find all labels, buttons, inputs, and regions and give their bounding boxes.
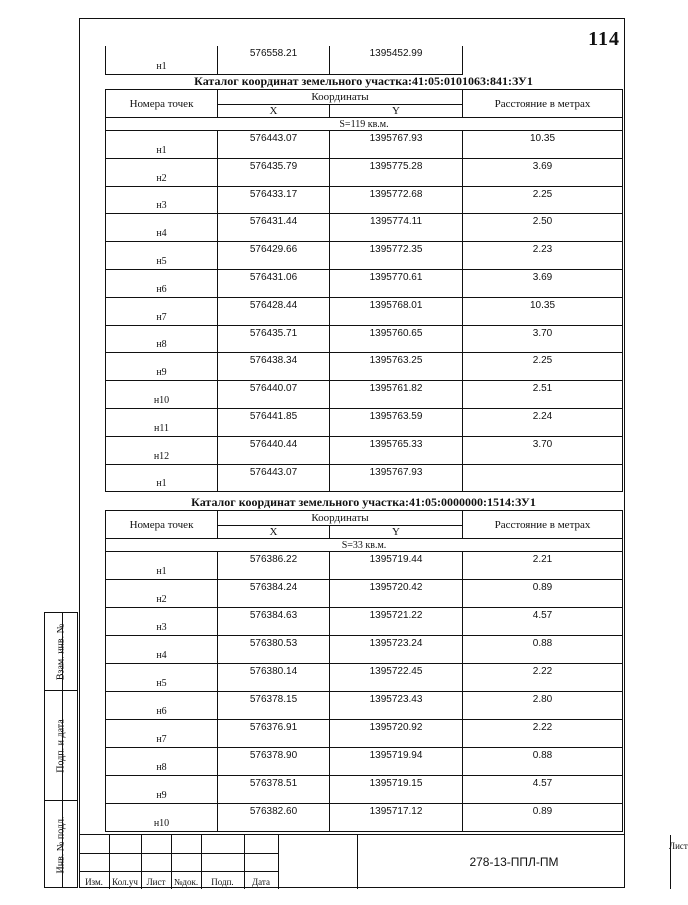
left-stamp-strip — [44, 612, 78, 888]
point-label: н11 — [106, 408, 218, 436]
area-label: S=33 кв.м. — [106, 539, 623, 552]
x-value: 576558.21 — [218, 46, 330, 74]
y-value: 1395719.94 — [330, 748, 463, 776]
y-value: 1395717.12 — [330, 804, 463, 832]
point-label: н1 — [106, 464, 218, 492]
x-value: 576429.66 — [218, 242, 330, 270]
distance-value: 2.22 — [463, 720, 623, 748]
table-row — [106, 408, 623, 436]
distance-value: 3.70 — [463, 436, 623, 464]
y-value: 1395775.28 — [330, 158, 463, 186]
table-row — [106, 186, 623, 214]
revision-grid — [79, 835, 279, 889]
x-value: 576386.22 — [218, 552, 330, 580]
x-value: 576431.06 — [218, 269, 330, 297]
x-value: 576380.14 — [218, 664, 330, 692]
sign-date-label: Подп. и дата — [55, 718, 67, 773]
x-value: 576384.63 — [218, 608, 330, 636]
sheet-label: Лист — [669, 841, 688, 851]
distance-value: 2.25 — [463, 186, 623, 214]
kol-label: Кол.уч — [112, 877, 138, 887]
izm-label: Изм. — [85, 877, 103, 887]
distance-value: 3.70 — [463, 325, 623, 353]
point-label: н3 — [106, 608, 218, 636]
header-coords: Координаты — [218, 511, 463, 526]
point-label: н2 — [106, 580, 218, 608]
y-value: 1395760.65 — [330, 325, 463, 353]
table-row — [106, 214, 623, 242]
catalog1-title: Каталог координат земельного участка:41:05:0101063:841:ЗУ1 — [194, 74, 533, 88]
title-block — [79, 834, 688, 889]
sign-date-cell — [45, 691, 77, 801]
x-value: 576380.53 — [218, 636, 330, 664]
y-value: 1395719.15 — [330, 776, 463, 804]
point-label: н9 — [106, 353, 218, 381]
ndoc-label: №док. — [173, 877, 199, 887]
y-value: 1395720.92 — [330, 720, 463, 748]
header-x: X — [218, 526, 330, 539]
distance-value: 10.35 — [463, 131, 623, 159]
x-value: 576440.44 — [218, 436, 330, 464]
table-row — [106, 325, 623, 353]
table-row — [106, 580, 623, 608]
table-row — [106, 381, 623, 409]
header-distance: Расстояние в метрах — [463, 90, 623, 118]
x-value: 576378.15 — [218, 692, 330, 720]
point-label: н1 — [106, 46, 218, 74]
x-value: 576443.07 — [218, 131, 330, 159]
distance-value: 2.22 — [463, 664, 623, 692]
x-value: 576431.44 — [218, 214, 330, 242]
point-label: н1 — [106, 552, 218, 580]
table-row — [106, 242, 623, 270]
x-value: 576440.07 — [218, 381, 330, 409]
table-row — [106, 131, 623, 159]
area-label: S=119 кв.м. — [106, 118, 623, 131]
distance-value: 0.88 — [463, 636, 623, 664]
table-row — [106, 692, 623, 720]
table-row — [106, 664, 623, 692]
distance-value: 0.89 — [463, 804, 623, 832]
table-row — [106, 636, 623, 664]
point-label: н10 — [106, 381, 218, 409]
distance-value: 3.69 — [463, 158, 623, 186]
x-value: 576435.79 — [218, 158, 330, 186]
y-value: 1395774.11 — [330, 214, 463, 242]
header-x: X — [218, 105, 330, 118]
table-row — [106, 353, 623, 381]
distance-value: 3.69 — [463, 269, 623, 297]
distance-value: 2.25 — [463, 353, 623, 381]
distance-value: 10.35 — [463, 297, 623, 325]
original-inventory-label: Инв. № подл. — [55, 816, 67, 874]
x-value: 576438.34 — [218, 353, 330, 381]
point-label: н7 — [106, 297, 218, 325]
y-value: 1395763.25 — [330, 353, 463, 381]
point-label: н9 — [106, 776, 218, 804]
point-label: н6 — [106, 269, 218, 297]
point-label: н1 — [106, 131, 218, 159]
continuation-row — [105, 46, 463, 75]
x-value: 576378.51 — [218, 776, 330, 804]
distance-value: 2.50 — [463, 214, 623, 242]
distance-value: 4.57 — [463, 776, 623, 804]
point-label: н8 — [106, 325, 218, 353]
y-value: 1395723.24 — [330, 636, 463, 664]
point-label: н5 — [106, 664, 218, 692]
catalog2-table — [105, 510, 623, 832]
distance-value: 2.21 — [463, 552, 623, 580]
table-row — [106, 436, 623, 464]
table-row — [106, 269, 623, 297]
page-number: 114 — [588, 28, 620, 50]
table-row — [106, 158, 623, 186]
distance-value: 0.89 — [463, 580, 623, 608]
x-value: 576376.91 — [218, 720, 330, 748]
point-label: н3 — [106, 186, 218, 214]
table-row — [106, 608, 623, 636]
x-value: 576441.85 — [218, 408, 330, 436]
point-label: н4 — [106, 636, 218, 664]
distance-value — [463, 464, 623, 492]
distance-value: 2.80 — [463, 692, 623, 720]
table-row — [106, 748, 623, 776]
header-points: Номера точек — [106, 511, 218, 539]
x-value: 576384.24 — [218, 580, 330, 608]
point-label: н7 — [106, 720, 218, 748]
y-value: 1395767.93 — [330, 131, 463, 159]
y-value: 1395761.82 — [330, 381, 463, 409]
replace-inventory-cell — [45, 613, 77, 691]
y-value: 1395763.59 — [330, 408, 463, 436]
point-label: н6 — [106, 692, 218, 720]
x-value: 576433.17 — [218, 186, 330, 214]
point-label: н10 — [106, 804, 218, 832]
header-y: Y — [330, 526, 463, 539]
point-label: н8 — [106, 748, 218, 776]
point-label: н12 — [106, 436, 218, 464]
header-y: Y — [330, 105, 463, 118]
y-value: 1395768.01 — [330, 297, 463, 325]
podp-label: Подп. — [211, 877, 234, 887]
y-value: 1395770.61 — [330, 269, 463, 297]
x-value: 576378.90 — [218, 748, 330, 776]
table-row — [106, 804, 623, 832]
point-label: н4 — [106, 214, 218, 242]
y-value: 1395765.33 — [330, 436, 463, 464]
header-points: Номера точек — [106, 90, 218, 118]
table-row — [106, 297, 623, 325]
point-label: н2 — [106, 158, 218, 186]
x-value: 576443.07 — [218, 464, 330, 492]
catalog2-title: Каталог координат земельного участка:41:05:0000000:1514:ЗУ1 — [191, 495, 536, 509]
x-value: 576428.44 — [218, 297, 330, 325]
y-value: 1395767.93 — [330, 464, 463, 492]
table-row — [106, 720, 623, 748]
x-value: 576382.60 — [218, 804, 330, 832]
distance-value: 2.51 — [463, 381, 623, 409]
header-coords: Координаты — [218, 90, 463, 105]
y-value: 1395772.35 — [330, 242, 463, 270]
distance-value: 4.57 — [463, 608, 623, 636]
original-inventory-cell — [45, 801, 77, 889]
x-value: 576435.71 — [218, 325, 330, 353]
table-row — [106, 776, 623, 804]
document-code: 278-13-ППЛ-ПМ — [357, 835, 671, 889]
y-value: 1395719.44 — [330, 552, 463, 580]
y-value: 1395452.99 — [330, 46, 463, 74]
date-label: Дата — [252, 877, 270, 887]
distance-value: 2.24 — [463, 408, 623, 436]
point-label: н5 — [106, 242, 218, 270]
y-value: 1395720.42 — [330, 580, 463, 608]
header-distance: Расстояние в метрах — [463, 511, 623, 539]
y-value: 1395723.43 — [330, 692, 463, 720]
catalog1-table — [105, 89, 623, 492]
table-row — [106, 552, 623, 580]
list-label: Лист — [146, 877, 166, 887]
y-value: 1395722.45 — [330, 664, 463, 692]
distance-value: 2.23 — [463, 242, 623, 270]
y-value: 1395721.22 — [330, 608, 463, 636]
replace-inventory-label: Взам. инв. № — [55, 623, 67, 680]
table-row — [106, 464, 623, 492]
distance-value: 0.88 — [463, 748, 623, 776]
y-value: 1395772.68 — [330, 186, 463, 214]
